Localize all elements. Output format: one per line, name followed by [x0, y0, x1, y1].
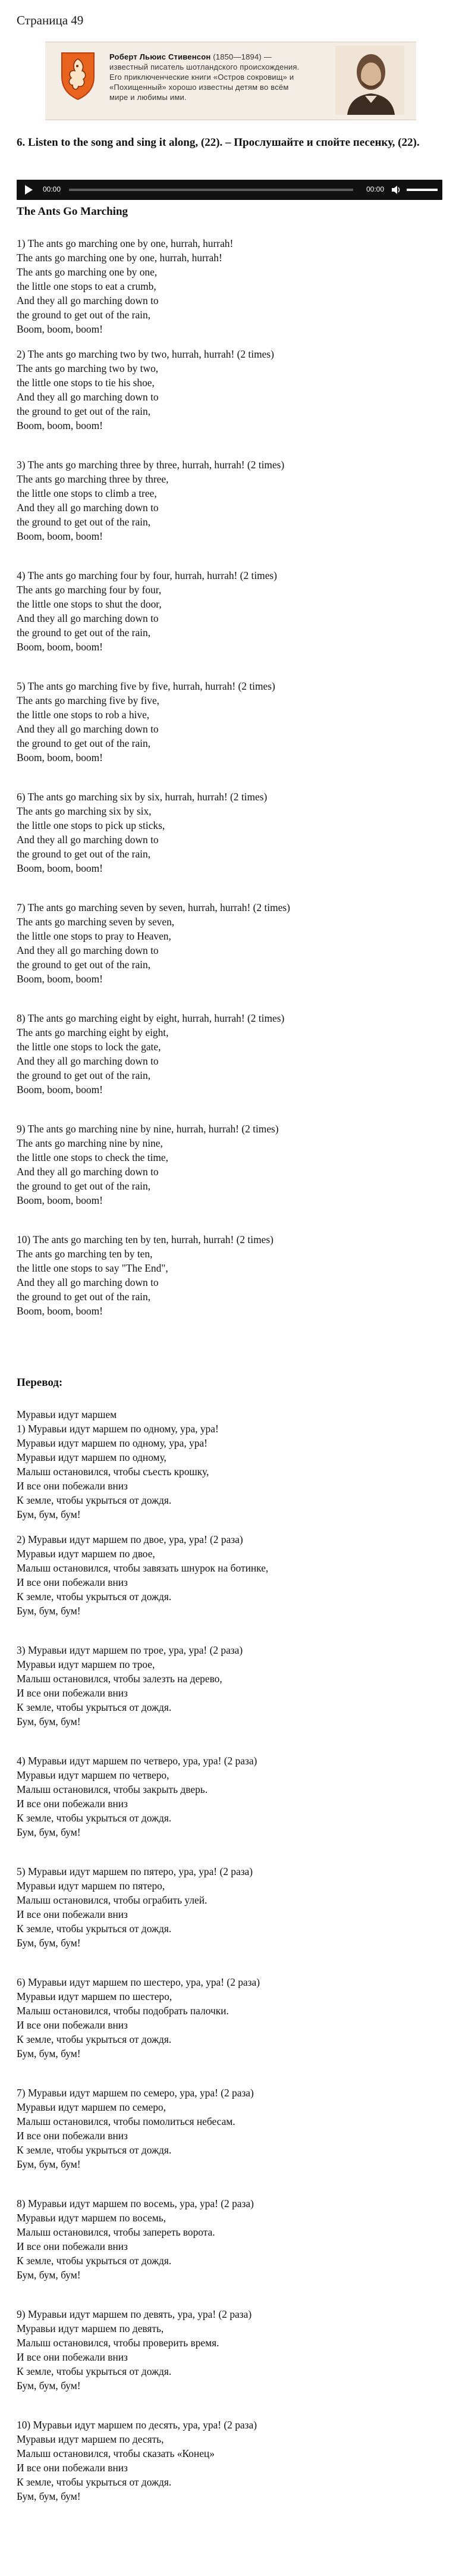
verse-line: the ground to get out of the rain,	[17, 309, 151, 321]
translation-line: 10) Муравьи идут маршем по десять, ура, ура! (2 раза)	[17, 2419, 257, 2431]
translation-verse	[17, 1532, 442, 1643]
translation-line: Бум, бум, бум!	[17, 1937, 81, 1949]
translation-line: Малыш остановился, чтобы помолиться небесам.	[17, 2115, 235, 2127]
translation-verse	[17, 1864, 442, 1975]
translation-verse	[17, 2307, 442, 2418]
translation-line: Бум, бум, бум!	[17, 2490, 81, 2502]
verse-line: 4) The ants go marching four by four, hurrah, hurrah! (2 times)	[17, 569, 277, 581]
translation-line: К земле, чтобы укрыться от дождя.	[17, 2144, 172, 2156]
translation-line: Муравьи идут маршем по двое,	[17, 1548, 155, 1560]
song-verse	[17, 236, 442, 347]
translation-verse	[17, 1422, 442, 1532]
verse-line: the ground to get out of the rain,	[17, 516, 151, 528]
translation-line: 8) Муравьи идут маршем по восемь, ура, ура! (2 раза)	[17, 2198, 254, 2209]
translation-line: Малыш остановился, чтобы ограбить улей.	[17, 1894, 208, 1906]
verse-line: the ground to get out of the rain,	[17, 848, 151, 860]
song-verse	[17, 679, 442, 790]
verse-line: 3) The ants go marching three by three, hurrah, hurrah! (2 times)	[17, 459, 285, 471]
verse-line: Boom, boom, boom!	[17, 420, 103, 431]
translation-line: Муравьи идут маршем по трое,	[17, 1658, 155, 1670]
translation-verse	[17, 2086, 442, 2196]
verse-line: 6) The ants go marching six by six, hurrah, hurrah! (2 times)	[17, 791, 268, 803]
verse-line: Boom, boom, boom!	[17, 1194, 103, 1206]
verse-line: And they all go marching down to	[17, 391, 159, 403]
verse-line: And they all go marching down to	[17, 1055, 159, 1067]
verse-line: the little one stops to shut the door,	[17, 598, 162, 610]
verse-line: the little one stops to climb a tree,	[17, 487, 157, 499]
translation-line: Малыш остановился, чтобы сказать «Конец»	[17, 2447, 215, 2459]
translation-line: Бум, бум, бум!	[17, 2158, 81, 2170]
song-verse	[17, 568, 442, 679]
translation-line: К земле, чтобы укрыться от дождя.	[17, 1494, 172, 1506]
verse-line: the little one stops to rob a hive,	[17, 709, 150, 721]
translation-line: И все они побежали вниз	[17, 2462, 128, 2474]
verse-line: 9) The ants go marching nine by nine, hurrah, hurrah! (2 times)	[17, 1123, 279, 1135]
verse-line: The ants go marching four by four,	[17, 584, 162, 596]
verse-line: Boom, boom, boom!	[17, 1084, 103, 1095]
translation-line: Бум, бум, бум!	[17, 1605, 81, 1617]
verse-line: the ground to get out of the rain,	[17, 627, 151, 638]
verse-line: The ants go marching six by six,	[17, 805, 152, 817]
translation-verse	[17, 2418, 442, 2528]
verse-line: And they all go marching down to	[17, 1276, 159, 1288]
verse-line: 7) The ants go marching seven by seven, hurrah, hurrah! (2 times)	[17, 902, 290, 913]
verse-line: the ground to get out of the rain,	[17, 1069, 151, 1081]
play-icon[interactable]	[25, 185, 33, 195]
verse-line: the little one stops to eat a crumb,	[17, 280, 156, 292]
verse-line: And they all go marching down to	[17, 612, 159, 624]
translation-line: 3) Муравьи идут маршем по трое, ура, ура! (2 раза)	[17, 1644, 243, 1656]
verse-line: the little one stops to pray to Heaven,	[17, 930, 171, 942]
current-time: 00:00	[43, 185, 61, 193]
textbook-excerpt-image	[45, 42, 416, 120]
translation-line: И все они побежали вниз	[17, 1687, 128, 1699]
verse-line: The ants go marching one by one,	[17, 266, 158, 278]
verse-line: the little one stops to lock the gate,	[17, 1041, 161, 1053]
song-verse	[17, 1122, 442, 1232]
verse-line: Boom, boom, boom!	[17, 862, 103, 874]
verse-line: the little one stops to say "The End",	[17, 1262, 168, 1274]
verse-line: And they all go marching down to	[17, 502, 159, 514]
translation-line: Муравьи идут маршем по восемь,	[17, 2212, 166, 2224]
translation-line: К земле, чтобы укрыться от дождя.	[17, 1812, 172, 1824]
verse-line: Boom, boom, boom!	[17, 973, 103, 985]
translation-line: К земле, чтобы укрыться от дождя.	[17, 2476, 172, 2488]
translation-line: Муравьи идут маршем по десять,	[17, 2433, 164, 2445]
translation-verses	[17, 1407, 442, 2528]
verse-line: 2) The ants go marching two by two, hurrah, hurrah! (2 times)	[17, 348, 274, 360]
verse-line: The ants go marching five by five,	[17, 694, 160, 706]
translation-line: И все они побежали вниз	[17, 1798, 128, 1810]
translation-line: 1) Муравьи идут маршем по одному, ура, ура!	[17, 1423, 219, 1435]
translation-line: Бум, бум, бум!	[17, 1508, 81, 1520]
progress-bar[interactable]	[69, 189, 353, 191]
verse-line: And they all go marching down to	[17, 834, 159, 846]
translation-line: Бум, бум, бум!	[17, 2048, 81, 2059]
translation-line: К земле, чтобы укрыться от дождя.	[17, 2365, 172, 2377]
verse-line: The ants go marching eight by eight,	[17, 1026, 169, 1038]
translation-line: И все они побежали вниз	[17, 2130, 128, 2142]
verse-line: The ants go marching seven by seven,	[17, 916, 175, 928]
translation-line: И все они побежали вниз	[17, 2019, 128, 2031]
volume-icon[interactable]	[392, 186, 401, 194]
translation-line: Бум, бум, бум!	[17, 2269, 81, 2281]
verse-line: Boom, boom, boom!	[17, 1305, 103, 1317]
translation-verse	[17, 1643, 442, 1754]
verse-line: And they all go marching down to	[17, 723, 159, 735]
translation-title: Муравьи идут маршем	[17, 1408, 117, 1420]
translation-line: Малыш остановился, чтобы съесть крошку,	[17, 1466, 209, 1478]
verse-line: Boom, boom, boom!	[17, 323, 103, 335]
verse-line: And they all go marching down to	[17, 295, 159, 306]
translation-line: 6) Муравьи идут маршем по шестеро, ура, ура! (2 раза)	[17, 1976, 260, 1988]
translation-line: 9) Муравьи идут маршем по девять, ура, ура! (2 раза)	[17, 2308, 252, 2320]
translation-line: 7) Муравьи идут маршем по семеро, ура, ура! (2 раза)	[17, 2087, 254, 2099]
translation-line: И все они побежали вниз	[17, 1480, 128, 1492]
verse-line: 8) The ants go marching eight by eight, hurrah, hurrah! (2 times)	[17, 1012, 285, 1024]
verse-line: Boom, boom, boom!	[17, 641, 103, 653]
audio-player[interactable]	[17, 180, 442, 200]
translation-line: И все они побежали вниз	[17, 2240, 128, 2252]
verse-line: And they all go marching down to	[17, 1166, 159, 1178]
verse-line: the ground to get out of the rain,	[17, 1291, 151, 1303]
translation-line: Муравьи идут маршем по одному, ура, ура!	[17, 1437, 208, 1449]
translation-line: К земле, чтобы укрыться от дождя.	[17, 1923, 172, 1935]
verse-line: 5) The ants go marching five by five, hurrah, hurrah! (2 times)	[17, 680, 275, 692]
translation-label: Перевод:	[17, 1376, 63, 1389]
translation-line: Муравьи идут маршем по шестеро,	[17, 1990, 172, 2002]
verse-line: And they all go marching down to	[17, 944, 159, 956]
translation-line: К земле, чтобы укрыться от дождя.	[17, 2033, 172, 2045]
song-verse	[17, 458, 442, 568]
song-verse	[17, 1011, 442, 1122]
verse-line: the little one stops to tie his shoe,	[17, 377, 155, 389]
translation-line: Бум, бум, бум!	[17, 1716, 81, 1727]
translation-line: И все они побежали вниз	[17, 2351, 128, 2363]
translation-line: Бум, бум, бум!	[17, 2380, 81, 2392]
translation-line: Муравьи идут маршем по одному,	[17, 1451, 166, 1463]
verse-line: the ground to get out of the rain,	[17, 405, 151, 417]
verse-line: Boom, boom, boom!	[17, 752, 103, 763]
author-bio	[109, 52, 306, 102]
verse-line: the ground to get out of the rain,	[17, 737, 151, 749]
translation-line: И все они побежали вниз	[17, 1908, 128, 1920]
verse-line: The ants go marching ten by ten,	[17, 1248, 153, 1260]
author-name: Роберт Льюис Стивенсон	[109, 52, 211, 61]
verse-line: the little one stops to pick up sticks,	[17, 819, 165, 831]
volume-slider[interactable]	[407, 189, 438, 191]
translation-line: Муравьи идут маршем по семеро,	[17, 2101, 166, 2113]
song-title: The Ants Go Marching	[17, 205, 128, 218]
translation-line: Малыш остановился, чтобы закрыть дверь.	[17, 1783, 208, 1795]
verse-line: The ants go marching two by two,	[17, 362, 159, 374]
translation-line: 2) Муравьи идут маршем по двое, ура, ура! (2 раза)	[17, 1533, 243, 1545]
translation-line: И все они побежали вниз	[17, 1576, 128, 1588]
translation-verse	[17, 2196, 442, 2307]
song-verse	[17, 900, 442, 1011]
verse-line: 1) The ants go marching one by one, hurrah, hurrah!	[17, 237, 234, 249]
translation-verse	[17, 1975, 442, 2086]
verse-line: 10) The ants go marching ten by ten, hurrah, hurrah! (2 times)	[17, 1234, 273, 1245]
translation-verse	[17, 1754, 442, 1864]
page-link[interactable]: Страница 49	[17, 13, 84, 27]
author-portrait-image	[335, 46, 404, 115]
verse-line: The ants go marching one by one, hurrah, hurrah!	[17, 252, 222, 264]
translation-line: К земле, чтобы укрыться от дождя.	[17, 2255, 172, 2267]
song-verses	[17, 236, 442, 1343]
song-verse	[17, 347, 442, 458]
translation-line: 5) Муравьи идут маршем по пятеро, ура, ура! (2 раза)	[17, 1866, 253, 1877]
translation-line: Муравьи идут маршем по девять,	[17, 2323, 164, 2334]
verse-line: The ants go marching nine by nine,	[17, 1137, 163, 1149]
verse-line: Boom, boom, boom!	[17, 530, 103, 542]
translation-line: Муравьи идут маршем по четверо,	[17, 1769, 169, 1781]
translation-line: К земле, чтобы укрыться от дождя.	[17, 1701, 172, 1713]
translation-line: Малыш остановился, чтобы проверить время.	[17, 2337, 219, 2349]
translation-line: Малыш остановился, чтобы завязать шнурок на ботинке,	[17, 1562, 269, 1574]
verse-line: the ground to get out of the rain,	[17, 1180, 151, 1192]
translation-line: Малыш остановился, чтобы запереть ворота.	[17, 2226, 215, 2238]
verse-line: the little one stops to check the time,	[17, 1151, 169, 1163]
song-verse	[17, 790, 442, 900]
duration-time: 00:00	[366, 185, 385, 193]
translation-line: Малыш остановился, чтобы подобрать палочки.	[17, 2005, 229, 2017]
author-bio-text: (1850—1894) — известный писатель шотландского происхождения. Его приключенческие книги «Остров сокровищ» и «Похищенный» хорошо известны детям во всём мире и любимы ими.	[109, 52, 300, 102]
translation-line: 4) Муравьи идут маршем по четверо, ура, ура! (2 раза)	[17, 1755, 257, 1767]
task-heading: 6. Listen to the song and sing it along, (22). – Прослушайте и спойте песенку, (22).	[17, 136, 420, 149]
translation-line: Бум, бум, бум!	[17, 1826, 81, 1838]
verse-line: The ants go marching three by three,	[17, 473, 169, 485]
verse-line: the ground to get out of the rain,	[17, 959, 151, 971]
translation-line: Муравьи идут маршем по пятеро,	[17, 1880, 165, 1892]
coat-of-arms-icon	[59, 51, 96, 101]
translation-line: Малыш остановился, чтобы залезть на дерево,	[17, 1673, 222, 1685]
song-verse	[17, 1232, 442, 1343]
translation-line: К земле, чтобы укрыться от дождя.	[17, 1591, 172, 1602]
